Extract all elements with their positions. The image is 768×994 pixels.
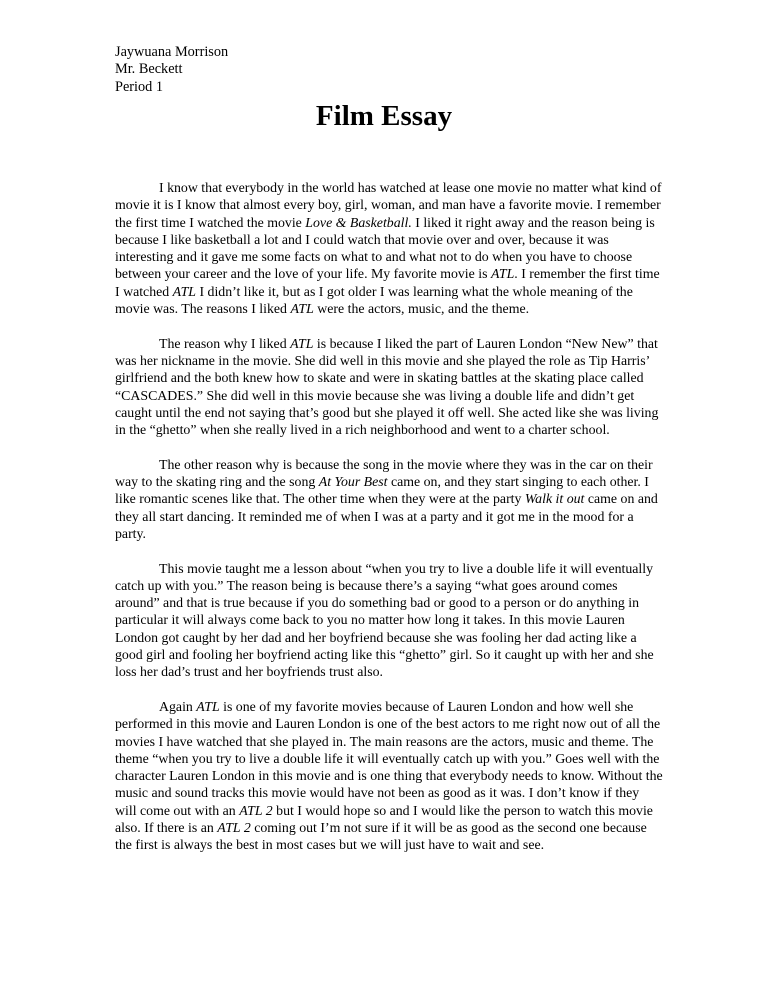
paragraph-text: . I remember the first time I watched <box>115 266 660 299</box>
essay-paragraph <box>115 179 663 317</box>
paragraph-text: Again <box>159 698 197 714</box>
italic-title-text: Walk it out <box>524 491 585 507</box>
author-name: Jaywuana Morrison <box>115 44 229 60</box>
paragraph-text: came on and they all start dancing. It reminded me of when I was at a party and it got me in the mood for a party. <box>115 491 658 541</box>
teacher-name: Mr. Beckett <box>115 61 183 78</box>
document-header <box>115 44 228 96</box>
essay-paragraph <box>115 698 663 854</box>
essay-paragraph <box>115 560 663 681</box>
italic-title-text: Love & Basketball. <box>305 214 412 230</box>
paragraph-text: I know that everybody in the world has watched at lease one movie no matter what kind of movie it is I know that almost every boy, girl, woman, and man have a favorite movie. I remember the first time I watched the movie <box>115 180 662 230</box>
essay-body <box>115 179 663 871</box>
paragraph-text: The other reason why is because the song in the movie where they was in the car on their way to the skating ring and the song <box>115 456 653 490</box>
essay-paragraph <box>115 335 663 439</box>
paragraph-text: The reason why I liked <box>159 335 291 351</box>
paragraph-text: coming out I’m not sure if it will be as good as the second one because the first is always the best in most cases but we will just have to wait and see. <box>115 819 647 853</box>
page-title: Film Essay <box>315 100 453 132</box>
essay-paragraph <box>115 456 663 542</box>
italic-title-text: ATL <box>172 283 196 299</box>
paragraph-text: is because I liked the part of Lauren London “New New” that was her nickname in the movie. She did well in this movie and she played the role as Tip Harris’ girlfriend and the both knew how to skate and were in skating battles at the skating place called “CASCADES.” She did well in this movie because she was living a double life and didn’t get caught until the end not saying that’s good but she played it off well. She acted like she was living in the “ghetto” when she really lived in a rich neighborhood and went to a charter school. <box>115 335 659 438</box>
italic-title-text: At Your Best <box>318 474 388 490</box>
italic-title-text: ATL 2 <box>217 819 251 835</box>
italic-title-text: ATL 2 <box>239 802 273 818</box>
paragraph-text: I didn’t like it, but as I got older I was learning what the whole meaning of the movie was. The reasons I liked <box>115 283 633 317</box>
italic-title-text: ATL <box>490 266 515 282</box>
paragraph-text: but I would hope so and I would like the person to watch this movie also. If there is an <box>115 802 653 835</box>
paragraph-text: is one of my favorite movies because of Lauren London and how well she performed in this movie and Lauren London is one of the best actors to me right now out of all the movies I have watched that she played in. The main reasons are the actors, music and theme. The theme “when you try to live a double life it will eventually catch up with you.” Goes well with the character Lauren London in this movie and is one thing that everybody needs to know. Without the music and sound tracks this movie would have not been as good as it was. I don’t know if they will come out with an <box>115 698 663 818</box>
italic-title-text: ATL <box>196 698 220 714</box>
paragraph-text: This movie taught me a lesson about “when you try to live a double life it will eventually catch up with you.” The reason being is because there’s a saying “what goes around comes around” and that is true because if you do something bad or good to a person or do anything in particular it will always come back to you no matter how long it takes. In this movie Lauren London got caught by her dad and her boyfriend because she was fooling her dad acting like a good girl and fooling her boyfriend acting like this “ghetto” girl. So it caught up with her and she loss her dad’s trust and her boyfriends trust also. <box>115 560 654 680</box>
paragraph-text: I liked it right away and the reason being is because I like basketball a lot and I could watch that movie over and over, because it was interesting and it gave me some facts on what to and what not to do when you have to choose between your career and the love of your life. My favorite movie is <box>115 214 655 282</box>
paragraph-text: came on, and they start singing to each other. I like romantic scenes like that. The other time when they were at the party <box>115 474 649 507</box>
paragraph-text: were the actors, music, and the theme. <box>313 301 530 317</box>
italic-title-text: ATL <box>290 301 314 317</box>
italic-title-text: ATL <box>290 335 314 351</box>
class-period: Period 1 <box>115 78 164 95</box>
